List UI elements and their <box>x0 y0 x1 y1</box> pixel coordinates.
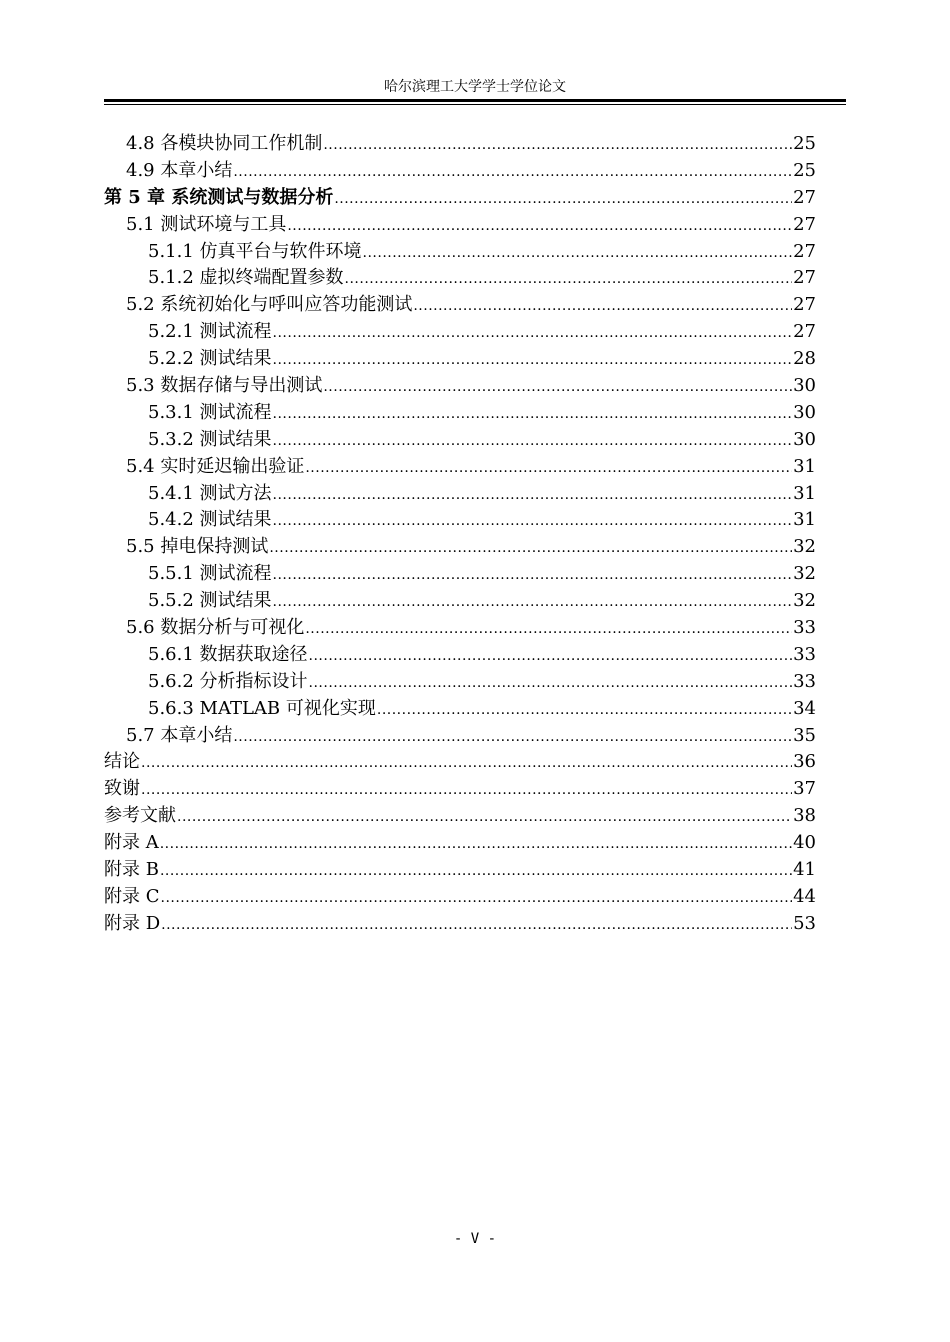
header-rule-thick <box>104 99 846 102</box>
toc-entry-label: 结论 <box>104 751 140 773</box>
toc-leader-dots <box>273 482 793 508</box>
toc-entry[interactable] <box>104 131 816 158</box>
toc-entry-label: 5.5 掉电保持测试 <box>126 536 269 558</box>
toc-entry[interactable] <box>104 911 816 938</box>
toc-entry-label: 5.1 测试环境与工具 <box>126 213 287 235</box>
toc-entry-page: 31 <box>793 509 816 531</box>
toc-leader-dots <box>141 750 792 776</box>
toc-entry-page: 32 <box>793 536 816 558</box>
toc-leader-dots <box>309 643 793 669</box>
toc-entry-page: 35 <box>793 724 816 746</box>
toc-entry-page: 34 <box>793 697 816 719</box>
toc-entry-page: 53 <box>793 912 816 934</box>
toc-entry-label: 5.1.1 仿真平台与软件环境 <box>148 240 362 262</box>
toc-leader-dots <box>273 508 793 534</box>
toc-entry-label: 5.6.3 MATLAB 可视化实现 <box>148 697 376 719</box>
toc-leader-dots <box>273 428 793 454</box>
toc-entry-label: 参考文献 <box>104 805 176 827</box>
toc-entry[interactable] <box>104 642 816 669</box>
toc-entry-label: 5.7 本章小结 <box>126 724 233 746</box>
toc-entry-page: 33 <box>793 670 816 692</box>
toc-leader-dots <box>233 159 792 185</box>
toc-leader-dots <box>233 724 792 750</box>
toc-entry-page: 27 <box>793 213 816 235</box>
toc-entry-label: 5.5.2 测试结果 <box>148 590 272 612</box>
toc-entry-page: 27 <box>793 321 816 343</box>
toc-entry-page: 27 <box>793 294 816 316</box>
toc-leader-dots <box>141 777 792 803</box>
toc-entry-page: 40 <box>793 832 816 854</box>
toc-entry[interactable] <box>104 561 816 588</box>
toc-entry-page: 33 <box>793 643 816 665</box>
toc-entry-label: 5.2.2 测试结果 <box>148 348 272 370</box>
toc-leader-dots <box>273 320 793 346</box>
toc-entry-page: 30 <box>793 401 816 423</box>
toc-entry[interactable] <box>104 749 816 776</box>
toc-leader-dots <box>413 293 792 319</box>
toc-entry-label: 4.9 本章小结 <box>126 159 233 181</box>
toc-entry-label: 5.3.1 测试流程 <box>148 401 272 423</box>
toc-entry[interactable] <box>104 239 816 266</box>
toc-entry[interactable] <box>104 212 816 239</box>
toc-entry-label: 5.2.1 测试流程 <box>148 321 272 343</box>
toc-leader-dots <box>363 240 793 266</box>
toc-entry-page: 25 <box>793 133 816 154</box>
toc-entry[interactable] <box>104 830 816 857</box>
toc-entry-label: 5.6.2 分析指标设计 <box>148 670 308 692</box>
toc-leader-dots <box>345 266 793 292</box>
toc-entry[interactable] <box>104 723 816 750</box>
toc-entry-label: 附录 A <box>104 832 159 854</box>
toc-leader-dots <box>323 374 792 400</box>
toc-leader-dots <box>287 213 792 239</box>
toc-entry[interactable] <box>104 185 816 212</box>
toc-entry[interactable] <box>104 669 816 696</box>
header-rule-thin <box>104 104 846 105</box>
toc-entry-label: 5.1.2 虚拟终端配置参数 <box>148 267 344 289</box>
toc-entry-label: 5.6 数据分析与可视化 <box>126 617 305 639</box>
toc-entry-label: 4.8 各模块协同工作机制 <box>126 133 323 154</box>
toc-entry-page: 27 <box>793 186 816 208</box>
toc-leader-dots <box>160 858 792 884</box>
toc-entry[interactable] <box>104 158 816 185</box>
toc-leader-dots <box>377 697 792 723</box>
toc-entry-label: 5.4 实时延迟输出验证 <box>126 455 305 477</box>
toc-entry-page: 27 <box>793 267 816 289</box>
toc-entry-page: 41 <box>793 859 816 881</box>
toc-entry[interactable] <box>104 615 816 642</box>
toc-entry-label: 5.5.1 测试流程 <box>148 563 272 585</box>
toc-entry-page: 31 <box>793 482 816 504</box>
toc-leader-dots <box>305 616 792 642</box>
toc-entry-page: 38 <box>793 805 816 827</box>
toc-entry-label: 5.2 系统初始化与呼叫应答功能测试 <box>126 294 413 316</box>
toc-entry-page: 37 <box>793 778 816 800</box>
toc-entry-page: 30 <box>793 428 816 450</box>
toc-entry[interactable] <box>104 857 816 884</box>
toc-entry-label: 5.6.1 数据获取途径 <box>148 643 308 665</box>
toc-entry[interactable] <box>104 400 816 427</box>
toc-leader-dots <box>334 186 792 212</box>
toc-entry-page: 25 <box>793 159 816 181</box>
toc-entry[interactable] <box>104 481 816 508</box>
toc-entry[interactable] <box>104 265 816 292</box>
toc-entry[interactable] <box>104 373 816 400</box>
toc-entry-label: 附录 B <box>104 859 159 881</box>
page-number: - V - <box>453 1231 497 1247</box>
toc-entry[interactable] <box>104 319 816 346</box>
toc-entry[interactable] <box>104 346 816 373</box>
toc-entry-page: 36 <box>793 751 816 773</box>
toc-entry-label: 附录 D <box>104 912 161 934</box>
toc-entry-label: 附录 C <box>104 885 160 907</box>
toc-entry[interactable] <box>104 292 816 319</box>
toc-entry-page: 32 <box>793 590 816 612</box>
toc-entry-page: 44 <box>793 885 816 907</box>
toc-leader-dots <box>273 401 793 427</box>
toc-leader-dots <box>273 347 793 373</box>
toc-entry[interactable] <box>104 588 816 615</box>
toc-entry-label: 致谢 <box>104 778 140 800</box>
toc-entry-label: 第 5 章 系统测试与数据分析 <box>104 186 334 208</box>
toc-leader-dots <box>273 562 793 588</box>
toc-leader-dots <box>323 132 792 158</box>
toc-entry[interactable] <box>104 884 816 911</box>
header-title: 哈尔滨理工大学学士学位论文 <box>384 79 566 95</box>
toc-entry[interactable] <box>104 803 816 830</box>
toc-leader-dots <box>269 535 792 561</box>
toc-entry-page: 30 <box>793 375 816 397</box>
toc-leader-dots <box>177 804 792 830</box>
toc-entry-label: 5.4.1 测试方法 <box>148 482 272 504</box>
toc-entry[interactable] <box>104 427 816 454</box>
toc-entry-label: 5.4.2 测试结果 <box>148 509 272 531</box>
toc-entry[interactable] <box>104 776 816 803</box>
toc-entry-page: 33 <box>793 617 816 639</box>
table-of-contents <box>104 131 816 938</box>
toc-leader-dots <box>273 589 793 615</box>
toc-entry[interactable] <box>104 534 816 561</box>
toc-entry-label: 5.3.2 测试结果 <box>148 428 272 450</box>
toc-entry[interactable] <box>104 454 816 481</box>
toc-entry[interactable] <box>104 507 816 534</box>
toc-entry[interactable] <box>104 696 816 723</box>
toc-entry-page: 31 <box>793 455 816 477</box>
toc-leader-dots <box>160 831 792 857</box>
toc-leader-dots <box>309 670 793 696</box>
toc-entry-page: 27 <box>793 240 816 262</box>
toc-entry-page: 28 <box>793 348 816 370</box>
toc-entry-label: 5.3 数据存储与导出测试 <box>126 375 323 397</box>
toc-entry-page: 32 <box>793 563 816 585</box>
toc-leader-dots <box>305 455 792 481</box>
toc-leader-dots <box>161 885 793 911</box>
toc-leader-dots <box>161 912 792 938</box>
